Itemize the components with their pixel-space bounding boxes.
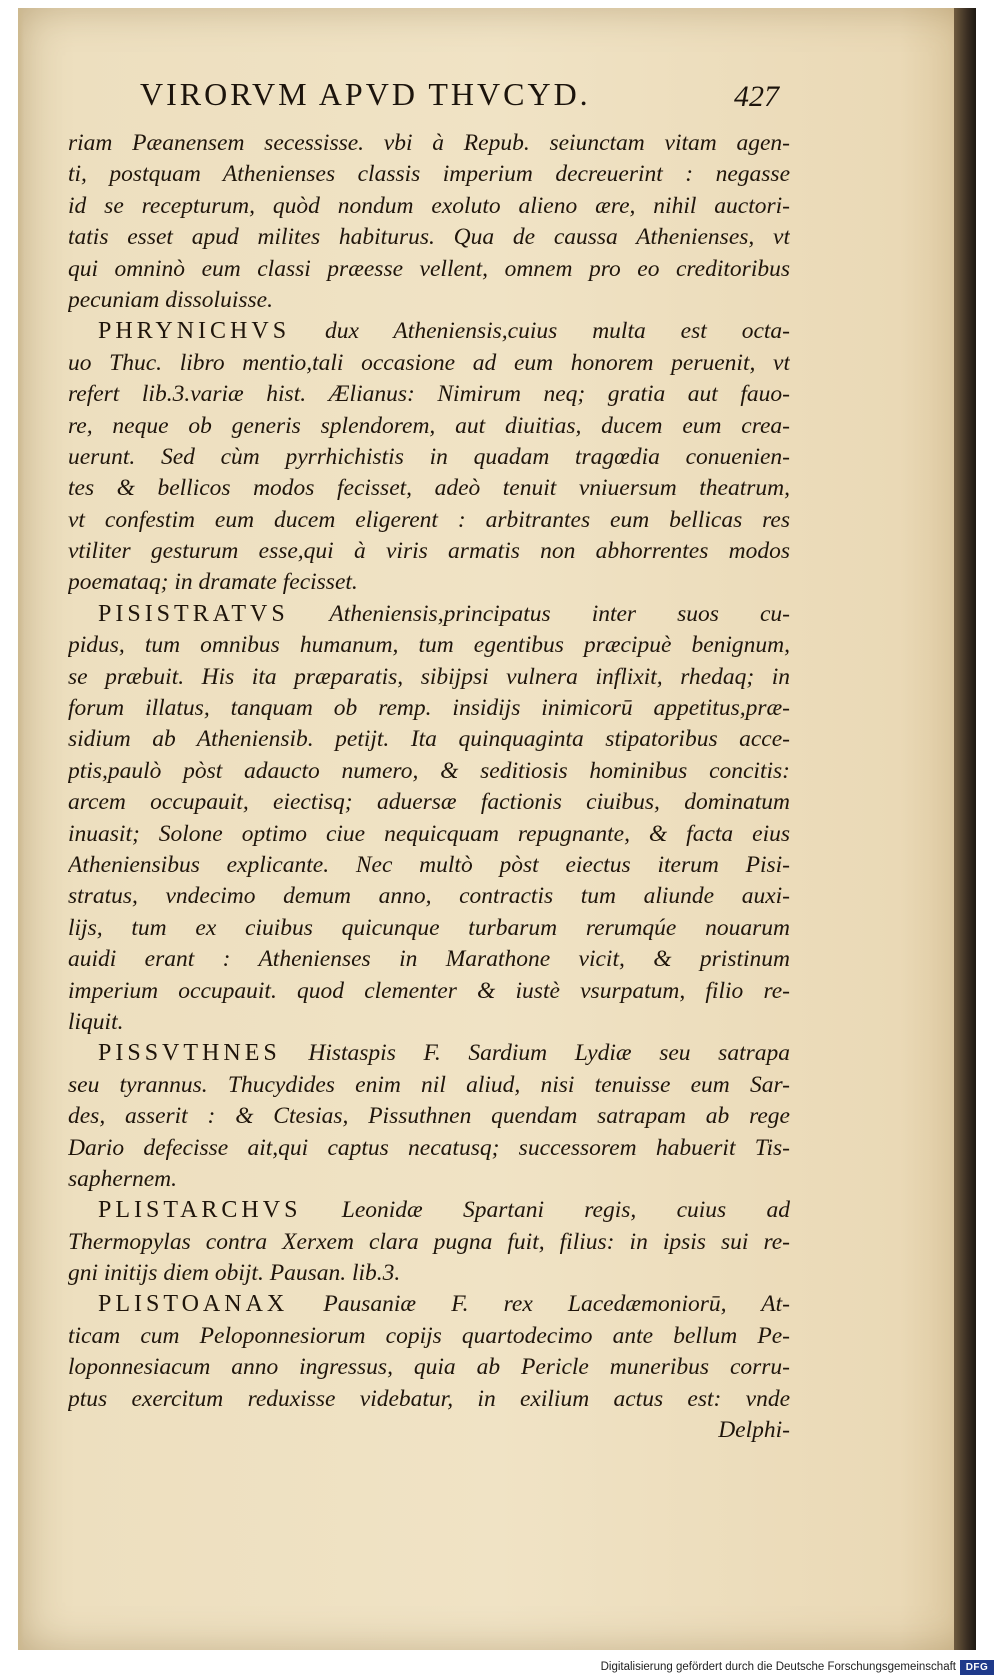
text-line <box>68 379 790 410</box>
text-line <box>68 850 790 881</box>
line-text: pecuniam dissoluisse. <box>68 286 273 313</box>
line-text: Thermopylas contra Xerxem clara pugna fuit, filius: in ipsis sui re- <box>68 1228 790 1255</box>
entry-paragraph <box>68 1195 790 1289</box>
line-text: re, neque ob generis splendorem, aut diuitias, ducem eum crea- <box>68 412 790 439</box>
entry-headword: PLISTOANAX <box>98 1291 289 1318</box>
line-text: inuasit; Solone optimo ciue nequicquam repugnante, & facta eius <box>68 820 790 847</box>
page-gutter-shadow <box>18 8 24 1650</box>
entry-paragraph <box>68 1038 790 1195</box>
footer-bar <box>0 1658 1000 1679</box>
entry-headword: PHRYNICHVS <box>98 318 291 345</box>
line-text: auidi erant : Athenienses in Marathone vicit, & pristinum <box>68 946 790 973</box>
line-text: poemataq; in dramate fecisset. <box>68 569 358 596</box>
text-line <box>68 536 790 567</box>
text-line <box>68 693 790 724</box>
line-text: ticam cum Peloponnesiorum copijs quartodecimo ante bellum Pe- <box>68 1322 790 1349</box>
text-line <box>68 1101 790 1132</box>
text-line <box>68 881 790 912</box>
line-text: qui omninò eum classi præesse vellent, omnem pro eo creditoribus <box>68 255 790 282</box>
text-line <box>68 1384 790 1415</box>
line-text: seu tyrannus. Thucydides enim nil aliud, nisi tenuisse eum Sar- <box>68 1071 790 1098</box>
text-line <box>68 1258 790 1289</box>
entry-headword: PISSVTHNES <box>98 1040 281 1067</box>
line-text: se præbuit. His ita præparatis, sibijpsi vulnera inflixit, rhedaq; in <box>68 663 790 690</box>
text-line <box>68 976 790 1007</box>
text-line <box>68 1415 790 1446</box>
line-text: Atheniensibus explicante. Nec multò pòst eiectus iterum Pisi- <box>68 851 790 878</box>
text-line <box>68 756 790 787</box>
text-line <box>68 662 790 693</box>
line-text: saphernem. <box>68 1165 177 1192</box>
line-text: vtiliter gesturum esse,qui à viris armatis non abhorrentes modos <box>68 538 790 565</box>
funding-credit: Digitalisierung gefördert durch die Deutsche Forschungsgemeinschaft <box>600 1661 956 1673</box>
entry-headword: PISISTRATVS <box>98 600 289 627</box>
text-line <box>68 191 790 222</box>
entry-paragraph <box>68 128 790 316</box>
text-line <box>68 411 790 442</box>
dfg-logo-icon: DFG <box>960 1660 994 1675</box>
text-line <box>68 724 790 755</box>
text-line <box>68 1321 790 1352</box>
text-line <box>68 442 790 473</box>
line-text: stratus, vndecimo demum anno, contractis tum aliunde auxi- <box>68 883 790 910</box>
line-text: ptis,paulò pòst adaucto numero, & seditiosis hominibus concitis: <box>68 757 790 784</box>
text-line <box>68 567 790 598</box>
text-line <box>68 1133 790 1164</box>
line-text: lijs, tum ex ciuibus quicunque turbarum rerumqúe nouarum <box>68 914 790 941</box>
text-line <box>68 1227 790 1258</box>
line-text: vt confestim eum ducem eligerent : arbitrantes eum bellicas res <box>68 506 790 533</box>
text-line <box>68 787 790 818</box>
text-line <box>68 599 790 630</box>
text-line <box>68 1289 790 1320</box>
text-line <box>68 1070 790 1101</box>
entry-paragraph <box>68 1289 790 1446</box>
text-line <box>68 1038 790 1069</box>
line-text: Atheniensis,principatus inter suos cu- <box>288 600 790 627</box>
text-line <box>68 128 790 159</box>
text-line <box>68 1007 790 1038</box>
line-text: Dario defecisse ait,qui captus necatusq; successorem habuerit Tis- <box>68 1134 790 1161</box>
text-line <box>68 222 790 253</box>
line-text: id se recepturum, quòd nondum exoluto alieno ære, nihil auctori- <box>68 192 790 219</box>
text-line <box>68 913 790 944</box>
line-text: loponnesiacum anno ingressus, quia ab Pericle muneribus corru- <box>68 1354 790 1381</box>
line-text: gni initijs diem obijt. Pausan. lib.3. <box>68 1260 401 1287</box>
line-text: tes & bellicos modos fecisset, adeò tenuit vniuersum theatrum, <box>68 475 790 502</box>
entry-headword: PLISTARCHVS <box>98 1197 302 1224</box>
text-line <box>68 944 790 975</box>
line-text: Leonidæ Spartani regis, cuius ad <box>301 1197 790 1224</box>
line-text: uo Thuc. libro mentio,tali occasione ad eum honorem peruenit, vt <box>68 349 790 376</box>
text-line <box>68 285 790 316</box>
text-line <box>68 505 790 536</box>
line-text: ti, postquam Athenienses classis imperium decreuerint : negasse <box>68 161 790 188</box>
text-line <box>68 348 790 379</box>
line-text: Histaspis F. Sardium Lydiæ seu satrapa <box>280 1040 790 1067</box>
text-line <box>68 159 790 190</box>
page-number: 427 <box>734 80 779 113</box>
line-text: ptus exercitum reduxisse videbatur, in exilium actus est: vnde <box>68 1385 790 1412</box>
line-text: sidium ab Atheniensib. petijt. Ita quinquaginta stipatoribus acce- <box>68 726 790 753</box>
text-line <box>68 1195 790 1226</box>
line-text: arcem occupauit, eiectisq; aduersæ factionis ciuibus, dominatum <box>68 789 790 816</box>
text-line <box>68 473 790 504</box>
line-text: forum illatus, tanquam ob remp. insidijs inimicorū appetitus,præ- <box>68 695 790 722</box>
page-edge <box>954 8 976 1650</box>
running-head: VIRORVM APVD THVCYD. <box>140 76 591 112</box>
text-line <box>68 316 790 347</box>
line-text: uerunt. Sed cùm pyrrhichistis in quadam tragœdia conuenien- <box>68 443 790 470</box>
line-text: liquit. <box>68 1008 124 1035</box>
line-text: Pausaniæ F. rex Lacedæmoniorū, At- <box>288 1291 790 1318</box>
line-text: dux Atheniensis,cuius multa est octa- <box>290 318 790 345</box>
line-text: des, asserit : & Ctesias, Pissuthnen quendam satrapam ab rege <box>68 1103 790 1130</box>
entry-paragraph <box>68 599 790 1038</box>
line-text: tatis esset apud milites habiturus. Qua de caussa Athenienses, vt <box>68 224 790 251</box>
line-text: riam Pæanensem secessisse. vbi à Repub. seiunctam vitam agen- <box>68 130 790 156</box>
line-text: refert lib.3.variæ hist. Ælianus: Nimirum neq; gratia aut fauo- <box>68 381 790 408</box>
text-line <box>68 630 790 661</box>
line-text: pidus, tum omnibus humanum, tum egentibus præcipuè benignum, <box>68 632 790 659</box>
text-line <box>68 1352 790 1383</box>
body-text <box>68 128 790 1446</box>
entry-paragraph <box>68 316 790 599</box>
text-line <box>68 254 790 285</box>
text-line <box>68 819 790 850</box>
line-text: Delphi- <box>718 1417 790 1444</box>
line-text: imperium occupauit. quod clementer & iustè vsurpatum, filio re- <box>68 977 790 1004</box>
text-line <box>68 1164 790 1195</box>
